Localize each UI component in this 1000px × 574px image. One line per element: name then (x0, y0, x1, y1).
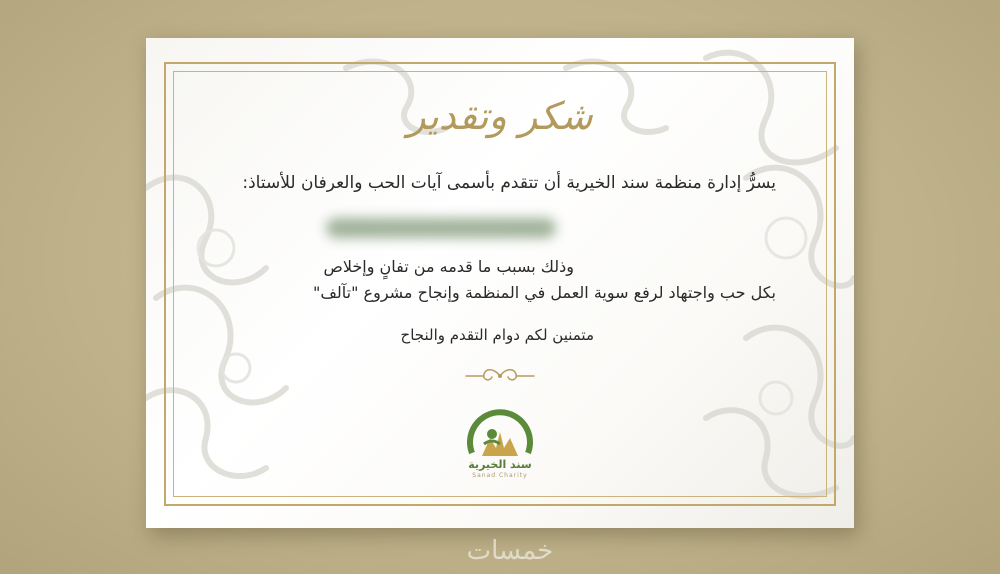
certificate-title: شكر وتقدير (407, 94, 593, 138)
logo-name-arabic: سند الخيرية (468, 458, 532, 471)
logo-name-english: Sanad Charity (472, 472, 528, 479)
certificate-paper (146, 38, 854, 528)
intro-text: يسرُّ إدارة منظمة سند الخيرية أن تتقدم بأسمى آيات الحب والعرفان للأستاذ: (242, 173, 776, 193)
watermark-text: خمسات (466, 536, 554, 566)
recipient-name-blurred (326, 218, 556, 238)
closing-text: متمنين لكم دوام التقدم والنجاح (400, 326, 594, 344)
ornament-divider-icon (464, 366, 536, 386)
reason-text: وذلك بسبب ما قدمه من تفانٍ وإخلاص (323, 257, 574, 276)
effort-text: بكل حب واجتهاد لرفع سوية العمل في المنظمة وإنجاح مشروع "تآلف" (312, 283, 776, 302)
